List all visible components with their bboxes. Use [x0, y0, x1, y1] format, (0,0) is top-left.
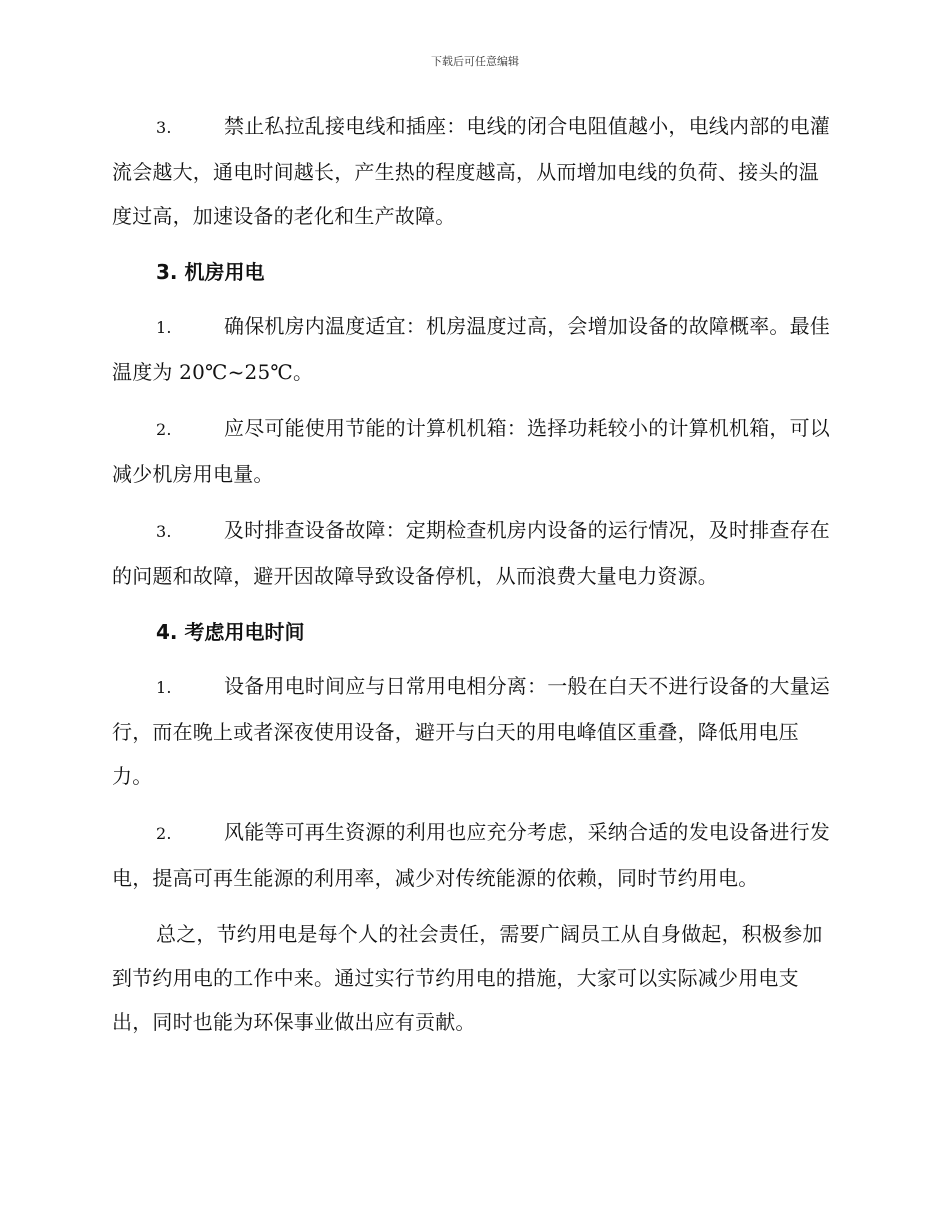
list-text: 禁止私拉乱接电线和插座：电线的闭合电阻值越小，电线内部的电灌流会越大，通电时间越长，产生热的程度越高，从而增加电线的负荷、接头的温度过高，加速设备的老化和生产故障。	[112, 114, 830, 228]
summary-paragraph: 总之，节约用电是每个人的社会责任，需要广阔员工从自身做起，积极参加到节约用电的工作中来。通过实行节约用电的措施，大家可以实际减少用电支出，同时也能为环保事业做出应有贡献。	[112, 922, 823, 1034]
list-item	[112, 104, 832, 238]
document-body	[112, 104, 832, 1044]
section-heading: 4. 考虑用电时间	[156, 620, 305, 644]
list-number: 2.	[156, 420, 172, 439]
list-text: 风能等可再生资源的利用也应充分考虑，采纳合适的发电设备进行发电，提高可再生能源的利用率，减少对传统能源的依赖，同时节约用电。	[112, 820, 830, 890]
list-number: 1.	[156, 678, 172, 697]
list-item	[112, 508, 832, 598]
list-text: 确保机房内温度适宜：机房温度过高，会增加设备的故障概率。最佳温度为 20℃~25℃。	[112, 314, 830, 384]
list-number: 2.	[156, 824, 172, 843]
list-number: 3.	[156, 522, 172, 541]
list-text: 应尽可能使用节能的计算机机箱：选择功耗较小的计算机机箱，可以减少机房用电量。	[112, 416, 830, 486]
list-item	[112, 406, 832, 496]
list-text: 设备用电时间应与日常用电相分离：一般在白天不进行设备的大量运行，而在晚上或者深夜使用设备，避开与白天的用电峰值区重叠，降低用电压力。	[112, 674, 830, 788]
list-text: 及时排查设备故障：定期检查机房内设备的运行情况，及时排查存在的问题和故障，避开因故障导致设备停机，从而浪费大量电力资源。	[112, 518, 830, 588]
list-number: 3.	[156, 118, 172, 137]
list-item	[112, 664, 832, 798]
section-heading: 3. 机房用电	[156, 260, 265, 284]
page-header: 下载后可任意编辑	[431, 55, 519, 68]
list-item	[112, 810, 832, 900]
list-item	[112, 304, 832, 394]
list-number: 1.	[156, 318, 172, 337]
